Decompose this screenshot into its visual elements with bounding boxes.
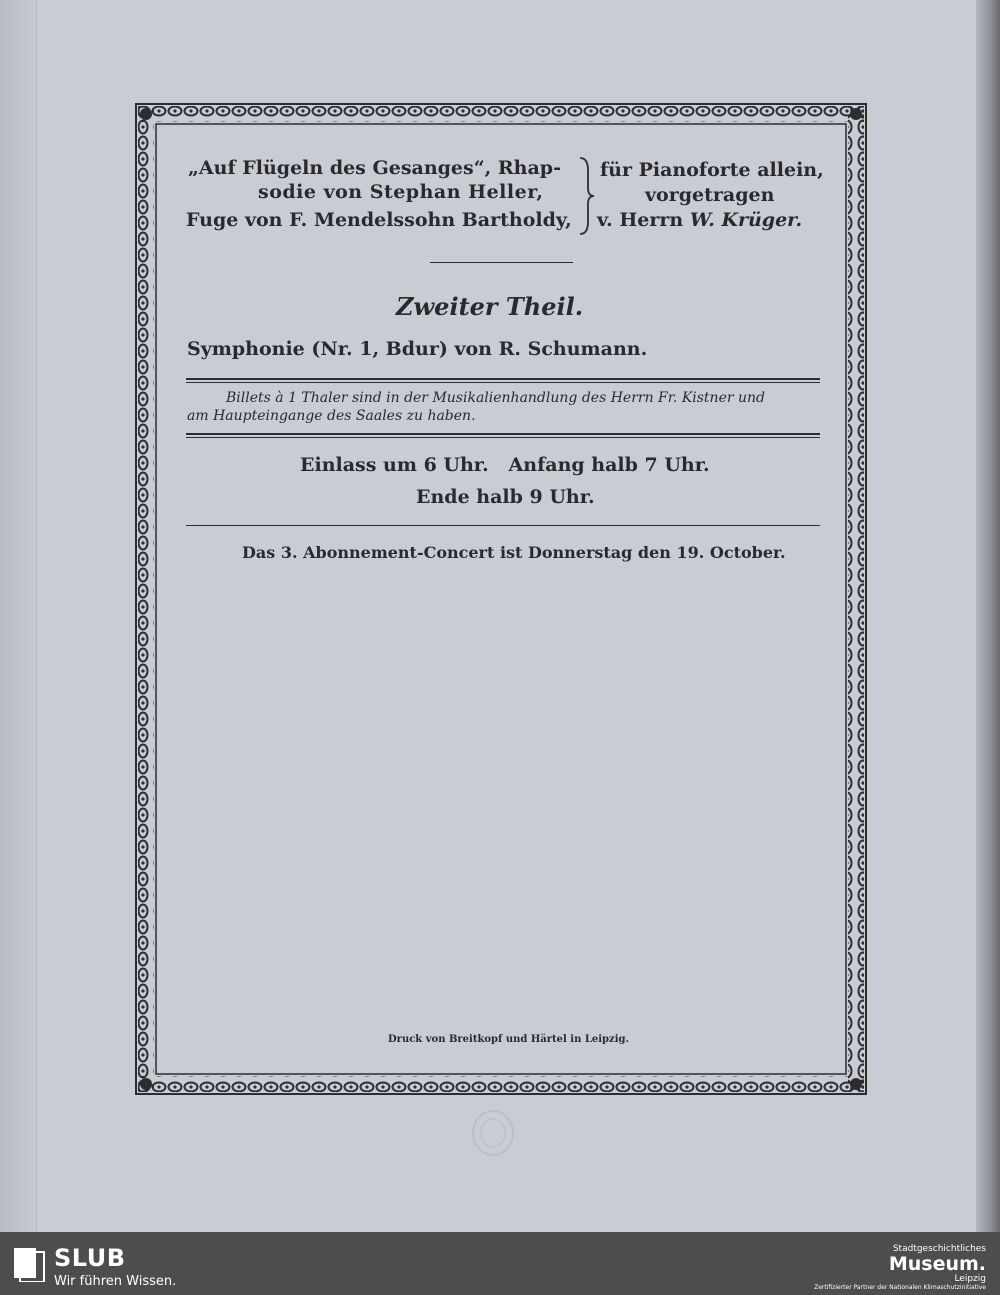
divider-top-1: [186, 378, 820, 380]
performer-prefix: v. Herrn: [597, 209, 684, 231]
divider-bottom: [186, 525, 820, 526]
museum-line2: Museum.: [888, 1253, 986, 1275]
short-divider: [430, 262, 573, 263]
program-line1-left: „Auf Flügeln des Gesanges“, Rhap-: [188, 157, 561, 179]
printer-credit: Druck von Breitkopf und Härtel in Leipzig.: [388, 1034, 629, 1045]
program-line3-left: Fuge von F. Mendelssohn Bartholdy,: [186, 209, 572, 231]
program-line2-right: vorgetragen: [645, 184, 775, 206]
times-line2: Ende halb 9 Uhr.: [416, 486, 595, 508]
program-line1-right: für Pianoforte allein,: [600, 159, 824, 181]
museum-line1: Stadtgeschichtliches: [892, 1244, 986, 1254]
program-line3-right: [597, 209, 802, 231]
divider-mid-1: [186, 433, 820, 435]
museum-logo: [814, 1244, 986, 1291]
symphony-line: Symphonie (Nr. 1, Bdur) von R. Schumann.: [187, 338, 648, 360]
times-line1: Einlass um 6 Uhr. Anfang halb 7 Uhr.: [300, 454, 710, 476]
page-fold-left: [0, 0, 37, 1232]
brace-icon: [576, 156, 596, 236]
divider-top-2: [186, 382, 820, 383]
divider-mid-2: [186, 437, 820, 438]
part-heading: Zweiter Theil.: [396, 292, 584, 321]
library-stamp: [470, 1108, 516, 1158]
ornamental-border: [135, 103, 867, 1095]
performer-name: W. Krüger.: [689, 209, 803, 231]
page-edge-right: [976, 0, 1000, 1232]
museum-line4: Zertifizierter Partner der Nationalen Klimaschutzinitiative: [814, 1284, 986, 1291]
slub-name: SLUB: [54, 1244, 126, 1272]
tickets-line2: am Haupteingange des Saales zu haben.: [187, 408, 476, 424]
slub-logo-icon: [14, 1248, 46, 1282]
tickets-line1: Billets à 1 Thaler sind in der Musikalienhandlung des Herrn Fr. Kistner und: [226, 390, 765, 406]
slub-tagline: Wir führen Wissen.: [54, 1274, 177, 1289]
program-line2-left: sodie von Stephan Heller,: [258, 181, 544, 203]
museum-line3: Leipzig: [954, 1274, 986, 1284]
next-concert: Das 3. Abonnement-Concert ist Donnerstag den 19. October.: [242, 543, 786, 562]
